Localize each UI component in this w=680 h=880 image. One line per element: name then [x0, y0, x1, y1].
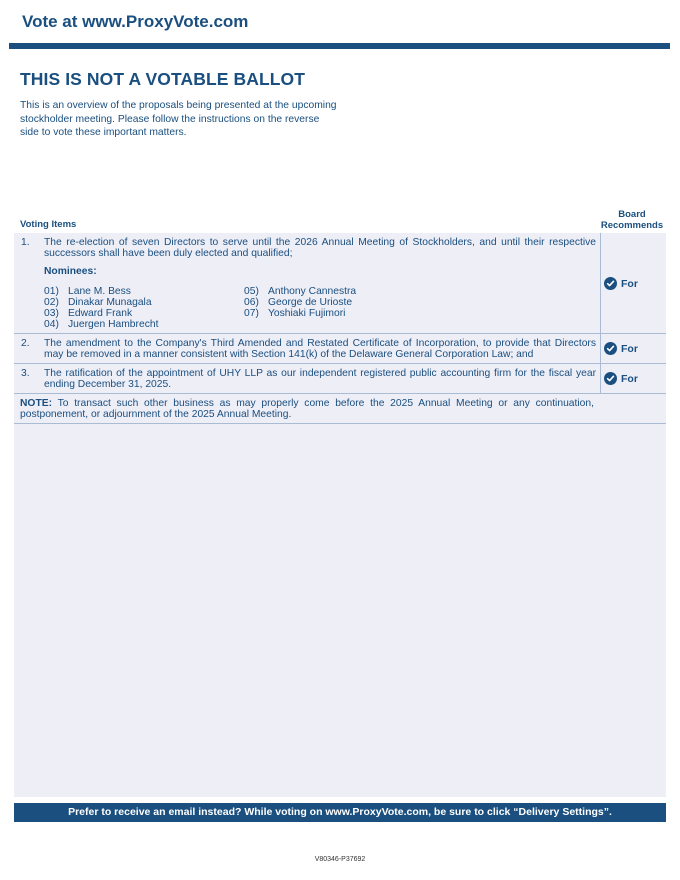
nominee: [44, 297, 158, 308]
item-text: The amendment to the Company's Third Amended and Restated Certificate of Incorporation, to provide that Directors may be removed in a manner consistent with Section 141(k) of the Delaware General Corporation Law; and: [44, 338, 596, 360]
recommendation-label: For: [621, 342, 638, 355]
note-label: NOTE:: [20, 398, 53, 409]
row-divider: [600, 233, 601, 333]
note-text: To transact such other business as may properly come before the 2025 Annual Meeting or any continuation, postponement, or adjournment of the 2025 Annual Meeting.: [20, 398, 594, 420]
nominee: [44, 308, 158, 319]
nominee-name: George de Urioste: [268, 297, 353, 308]
nominee-number: 01): [44, 286, 59, 297]
item-text: The re-election of seven Directors to serve until the 2026 Annual Meeting of Stockholders, and until their respective successors shall have been duly elected and qualified;: [44, 237, 596, 259]
nominee-name: Lane M. Bess: [68, 286, 131, 297]
nominee-number: 07): [244, 308, 259, 319]
board-recommends-line2: Recommends: [600, 220, 664, 231]
item-number: 2.: [21, 338, 30, 349]
voting-items-header: Voting Items: [20, 219, 77, 230]
board-recommendation: [604, 277, 638, 290]
nominee: [44, 286, 158, 297]
voting-item-2: [14, 334, 666, 364]
nominee: [244, 308, 356, 319]
header-rule: [9, 43, 670, 49]
nominee-name: Juergen Hambrecht: [68, 319, 159, 330]
checkmark-circle-icon: [604, 277, 617, 290]
checkmark-circle-icon: [604, 372, 617, 385]
board-recommends-header: [596, 209, 668, 231]
nominee-number: 04): [44, 319, 59, 330]
nominees-label: Nominees:: [44, 266, 97, 277]
row-divider: [600, 334, 601, 363]
item-text: The ratification of the appointment of UHY LLP as our independent registered public accounting firm for the fiscal year ending December 31, 2025.: [44, 368, 596, 390]
voting-item-3: [14, 364, 666, 394]
board-recommends-line1: Board: [618, 209, 646, 220]
ballot-title: THIS IS NOT A VOTABLE BALLOT: [20, 69, 306, 89]
note-rule: [14, 423, 666, 424]
item-number: 1.: [21, 237, 30, 248]
voting-item-1: [14, 233, 666, 334]
recommendation-label: For: [621, 372, 638, 385]
nominee-number: 03): [44, 308, 59, 319]
nominee-name: Dinakar Munagala: [68, 297, 152, 308]
nominees-left-column: [44, 286, 158, 330]
note: [20, 398, 594, 420]
board-recommendation: [604, 342, 638, 355]
nominee-number: 05): [244, 286, 259, 297]
row-divider: [600, 364, 601, 393]
email-delivery-banner: Prefer to receive an email instead? While voting on www.ProxyVote.com, be sure to click “Delivery Settings”.: [14, 803, 666, 822]
nominee-name: Edward Frank: [68, 308, 133, 319]
board-recommendation: [604, 372, 638, 385]
item-number: 3.: [21, 368, 30, 379]
nominee-number: 06): [244, 297, 259, 308]
nominee-name: Anthony Cannestra: [268, 286, 357, 297]
ballot-intro: This is an overview of the proposals being presented at the upcoming stockholder meeting. Please follow the instructions on the reverse side to vote these important matters.: [20, 100, 337, 138]
nominee: [44, 319, 158, 330]
recommendation-label: For: [621, 277, 638, 290]
header-title: Vote at www.ProxyVote.com: [22, 12, 249, 31]
nominees-right-column: [244, 286, 356, 319]
document-code: V80346-P37692: [314, 856, 366, 863]
nominee: [244, 286, 356, 297]
nominee-number: 02): [44, 297, 59, 308]
checkmark-circle-icon: [604, 342, 617, 355]
nominee: [244, 297, 356, 308]
nominee-name: Yoshiaki Fujimori: [268, 308, 346, 319]
